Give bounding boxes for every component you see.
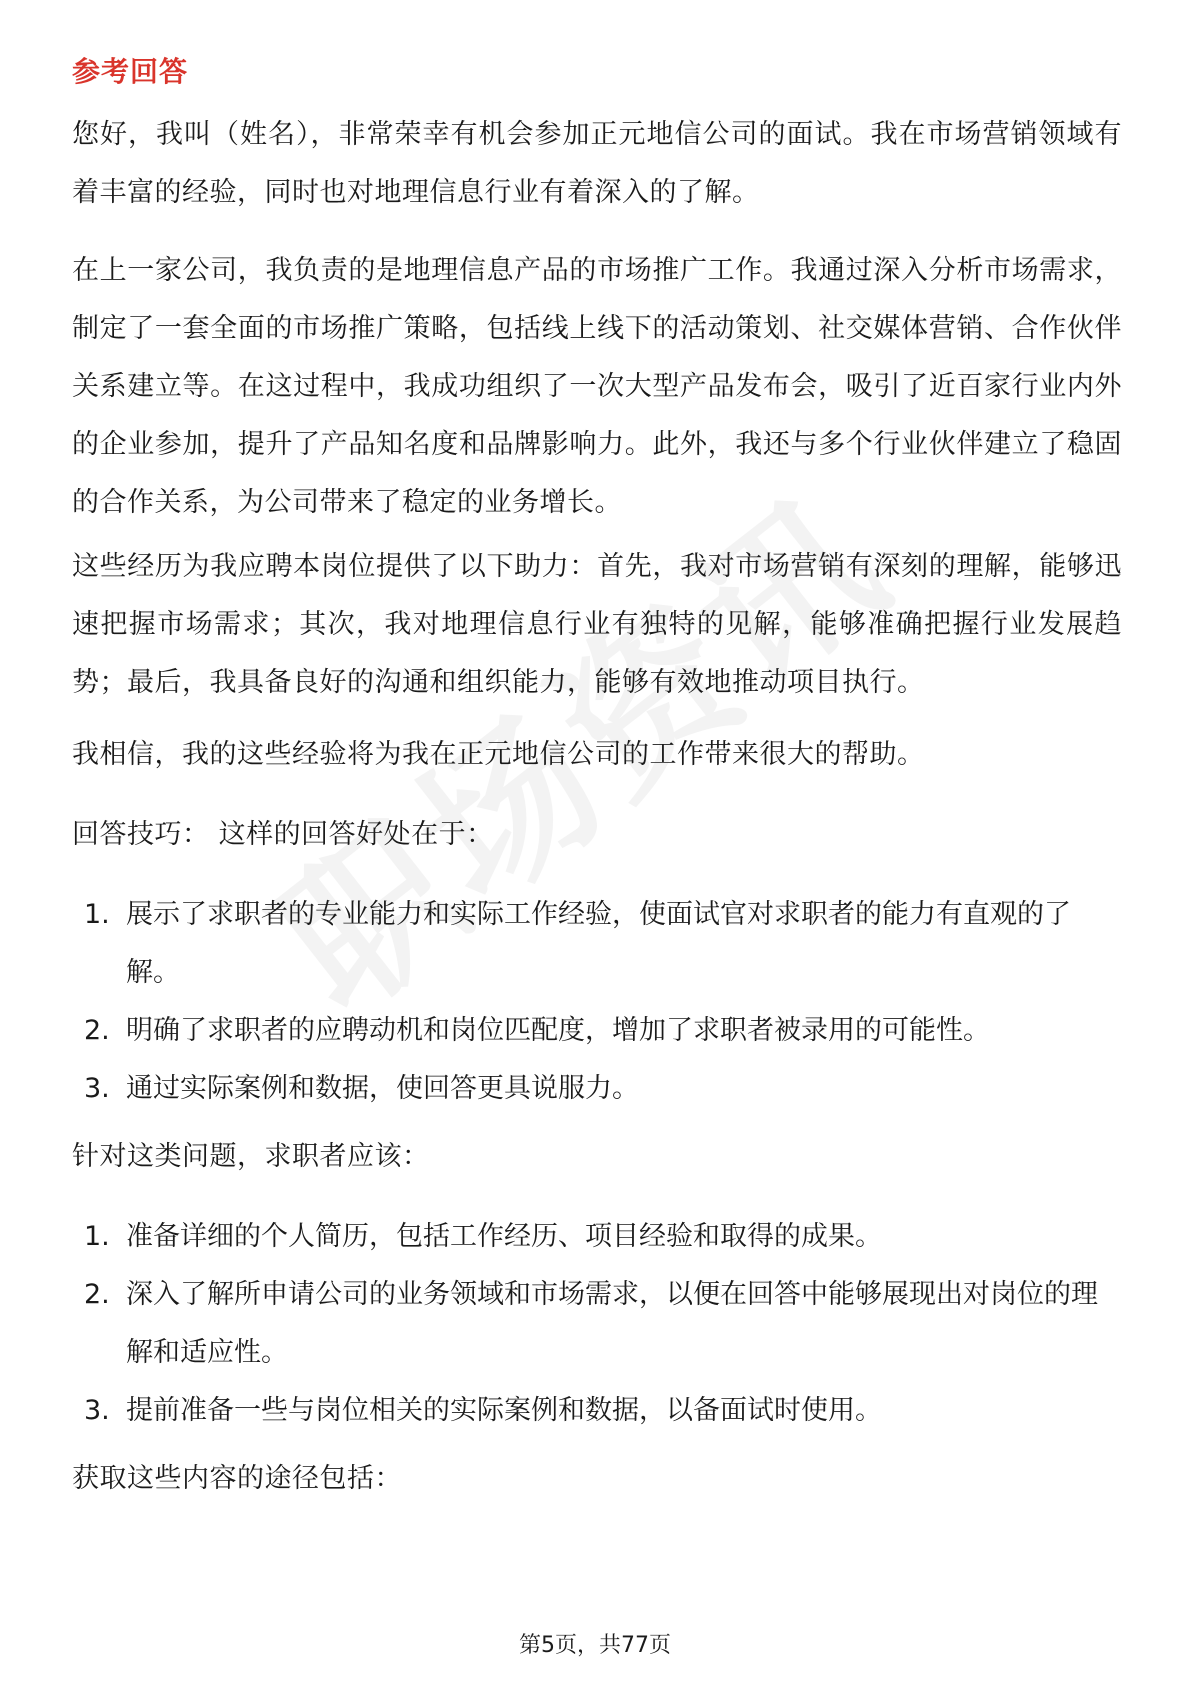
list-text: 通过实际案例和数据，使回答更具说服力。: [126, 1073, 639, 1104]
list-item: [72, 1266, 1122, 1382]
list-text: 准备详细的个人简历，包括工作经历、项目经验和取得的成果。: [126, 1221, 882, 1252]
list-text: 深入了解所申请公司的业务领域和市场需求，以便在回答中能够展现出对岗位的理解和适应性。: [126, 1279, 1098, 1368]
paragraph-experience: 在上一家公司，我负责的是地理信息产品的市场推广工作。我通过深入分析市场需求，制定了一套全面的市场推广策略，包括线上线下的活动策划、社交媒体营销、合作伙伴关系建立等。在这过程中，我成功组织了一次大型产品发布会，吸引了近百家行业内外的企业参加，提升了产品知名度和品牌影响力。此外，我还与多个行业伙伴建立了稳固的合作关系，为公司带来了稳定的业务增长。: [72, 255, 1122, 518]
paragraph-strengths: 这些经历为我应聘本岗位提供了以下助力：首先，我对市场营销有深刻的理解，能够迅速把握市场需求；其次，我对地理信息行业有独特的见解，能够准确把握行业发展趋势；最后，我具备良好的沟通和组织能力，能够有效地推动项目执行。: [72, 551, 1122, 698]
paragraph-intro: 您好，我叫（姓名），非常荣幸有机会参加正元地信公司的面试。我在市场营销领域有着丰富的经验，同时也对地理信息行业有着深入的了解。: [72, 119, 1122, 208]
page-number: 第5页，共77页: [519, 1633, 671, 1658]
list-item: [72, 886, 1122, 1002]
list-item: [72, 1382, 1122, 1440]
list-item: [72, 1060, 1122, 1118]
list-item: [72, 1002, 1122, 1060]
list-number: 3.: [84, 1073, 110, 1104]
list-number: 3.: [84, 1395, 110, 1426]
list-number: 2.: [84, 1279, 110, 1310]
list-text: 明确了求职者的应聘动机和岗位匹配度，增加了求职者被录用的可能性。: [126, 1015, 990, 1046]
tips-list: [72, 886, 1122, 1118]
list-number: 2.: [84, 1015, 110, 1046]
section-heading: 参考回答: [72, 55, 189, 88]
advice-intro: 针对这类问题，求职者应该：: [72, 1141, 430, 1172]
list-text: 展示了求职者的专业能力和实际工作经验，使面试官对求职者的能力有直观的了解。: [126, 899, 1071, 988]
list-text: 提前准备一些与岗位相关的实际案例和数据，以备面试时使用。: [126, 1395, 882, 1426]
list-number: 1.: [84, 1221, 110, 1252]
advice-list: [72, 1208, 1122, 1440]
paragraph-conclusion: 我相信，我的这些经验将为我在正元地信公司的工作带来很大的帮助。: [72, 739, 925, 770]
list-item: [72, 1208, 1122, 1266]
closing-intro: 获取这些内容的途径包括：: [72, 1463, 402, 1494]
tips-intro: 回答技巧： 这样的回答好处在于：: [72, 819, 494, 850]
list-number: 1.: [84, 899, 110, 930]
